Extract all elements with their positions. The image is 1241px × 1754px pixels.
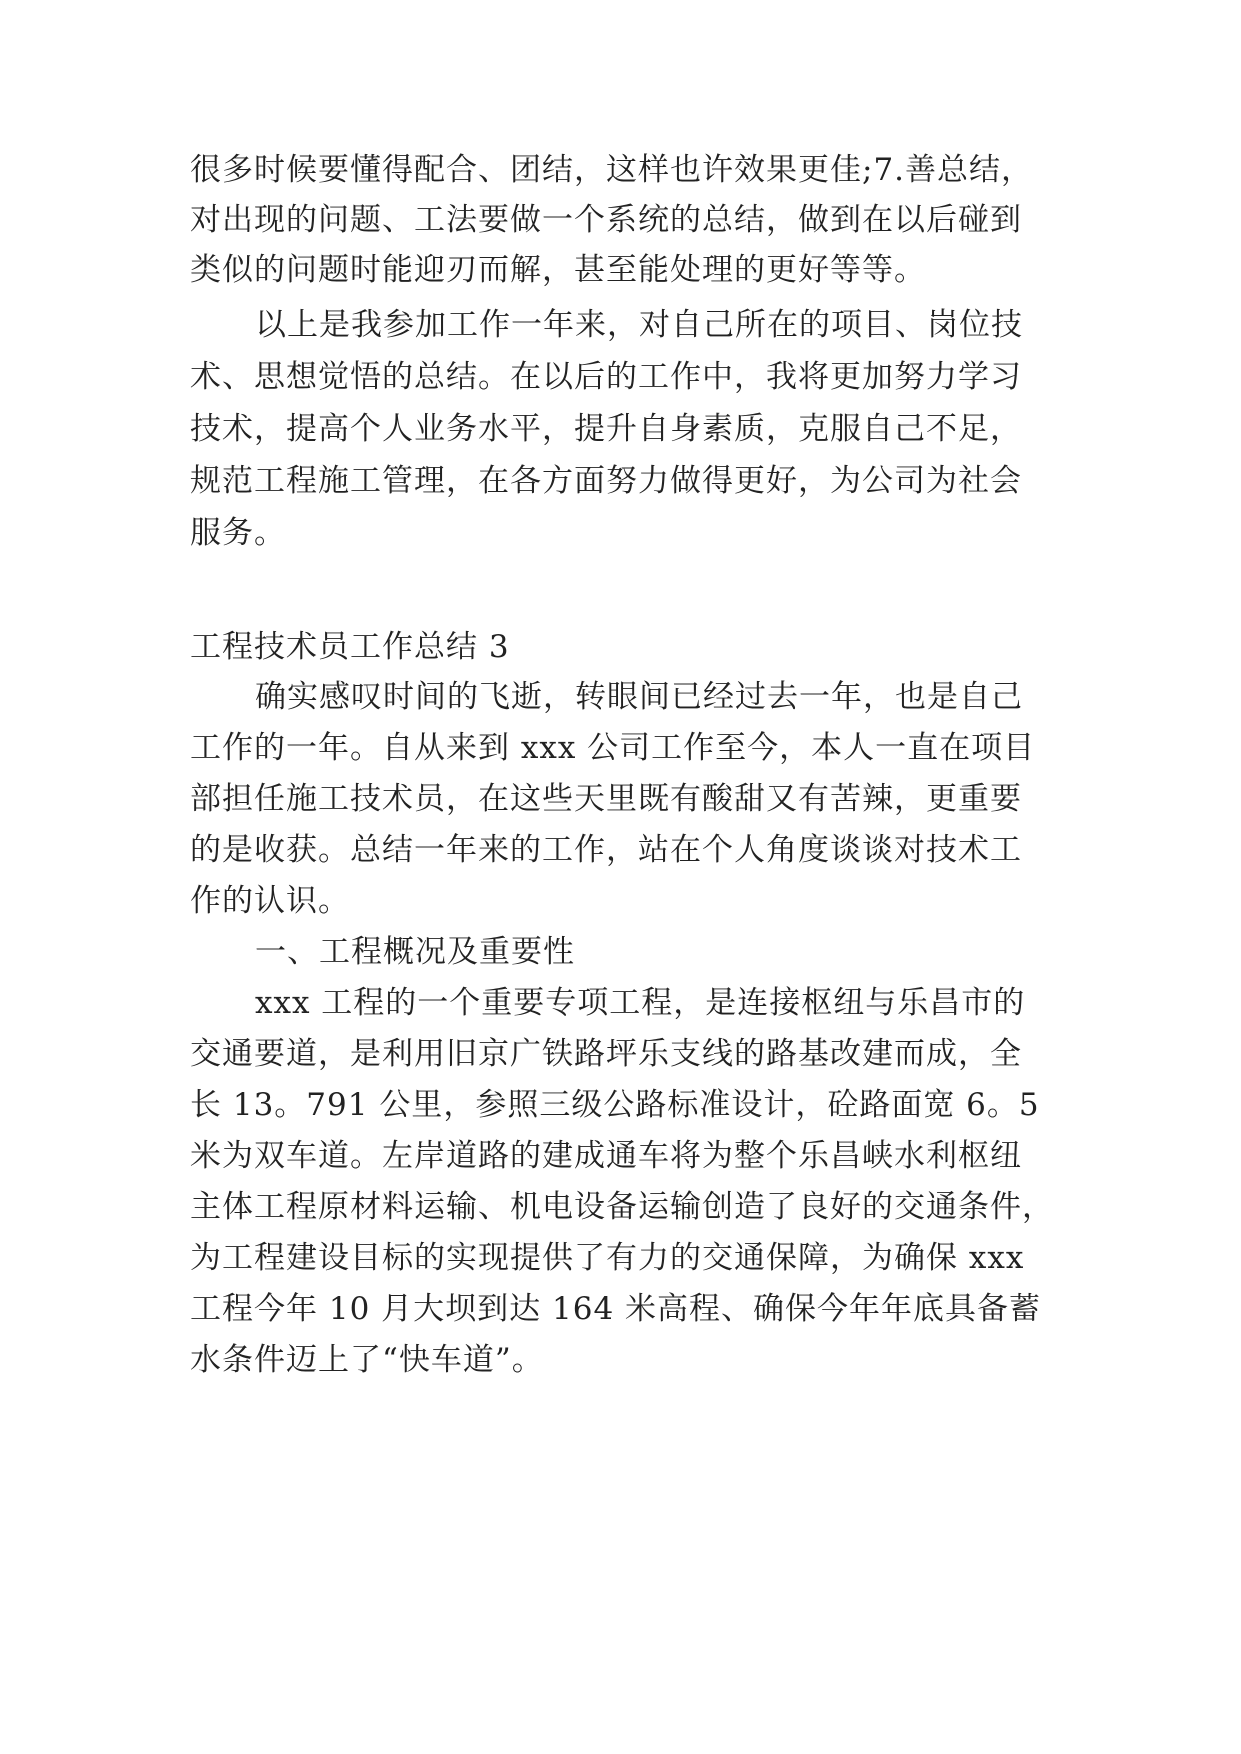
text-line: 以上是我参加工作一年来，对自己所在的项目、岗位技 — [255, 307, 1023, 343]
text-line: 术、思想觉悟的总结。在以后的工作中，我将更加努力学习 — [190, 359, 1022, 395]
text-line: 规范工程施工管理，在各方面努力做得更好，为公司为社会 — [190, 463, 1022, 499]
text-line: 为工程建设目标的实现提供了有力的交通保障，为确保 xxx — [190, 1240, 1025, 1276]
text-line: 长 13。791 公里，参照三级公路标准设计，砼路面宽 6。5 — [190, 1087, 1040, 1123]
text-line: 工作的一年。自从来到 xxx 公司工作至今，本人一直在项目 — [190, 730, 1036, 766]
text-line: 确实感叹时间的飞逝，转眼间已经过去一年，也是自己 — [255, 679, 1023, 715]
subsection-heading: 一、工程概况及重要性 — [255, 934, 575, 970]
text-line: 类似的问题时能迎刃而解，甚至能处理的更好等等。 — [190, 252, 926, 288]
text-line: 服务。 — [190, 515, 286, 551]
text-line: 米为双车道。左岸道路的建成通车将为整个乐昌峡水利枢纽 — [190, 1138, 1022, 1174]
text-line: 主体工程原材料运输、机电设备运输创造了良好的交通条件， — [190, 1189, 1054, 1225]
section-heading: 工程技术员工作总结 3 — [190, 629, 510, 665]
text-line: 作的认识。 — [190, 883, 350, 919]
text-line: 的是收获。总结一年来的工作，站在个人角度谈谈对技术工 — [190, 832, 1022, 868]
text-line: 水条件迈上了“快车道”。 — [190, 1342, 544, 1378]
text-line: 交通要道，是利用旧京广铁路坪乐支线的路基改建而成，全 — [190, 1036, 1022, 1072]
text-line: 部担任施工技术员，在这些天里既有酸甜又有苦辣，更重要 — [190, 781, 1022, 817]
text-line: 工程今年 10 月大坝到达 164 米高程、确保今年年底具备蓄 — [190, 1291, 1042, 1327]
text-line: 技术，提高个人业务水平，提升自身素质，克服自己不足， — [190, 411, 1022, 447]
text-line: 对出现的问题、工法要做一个系统的总结，做到在以后碰到 — [190, 202, 1022, 238]
text-line: 很多时候要懂得配合、团结，这样也许效果更佳;7.善总结， — [190, 152, 1034, 188]
text-line: xxx 工程的一个重要专项工程，是连接枢纽与乐昌市的 — [255, 985, 1026, 1021]
